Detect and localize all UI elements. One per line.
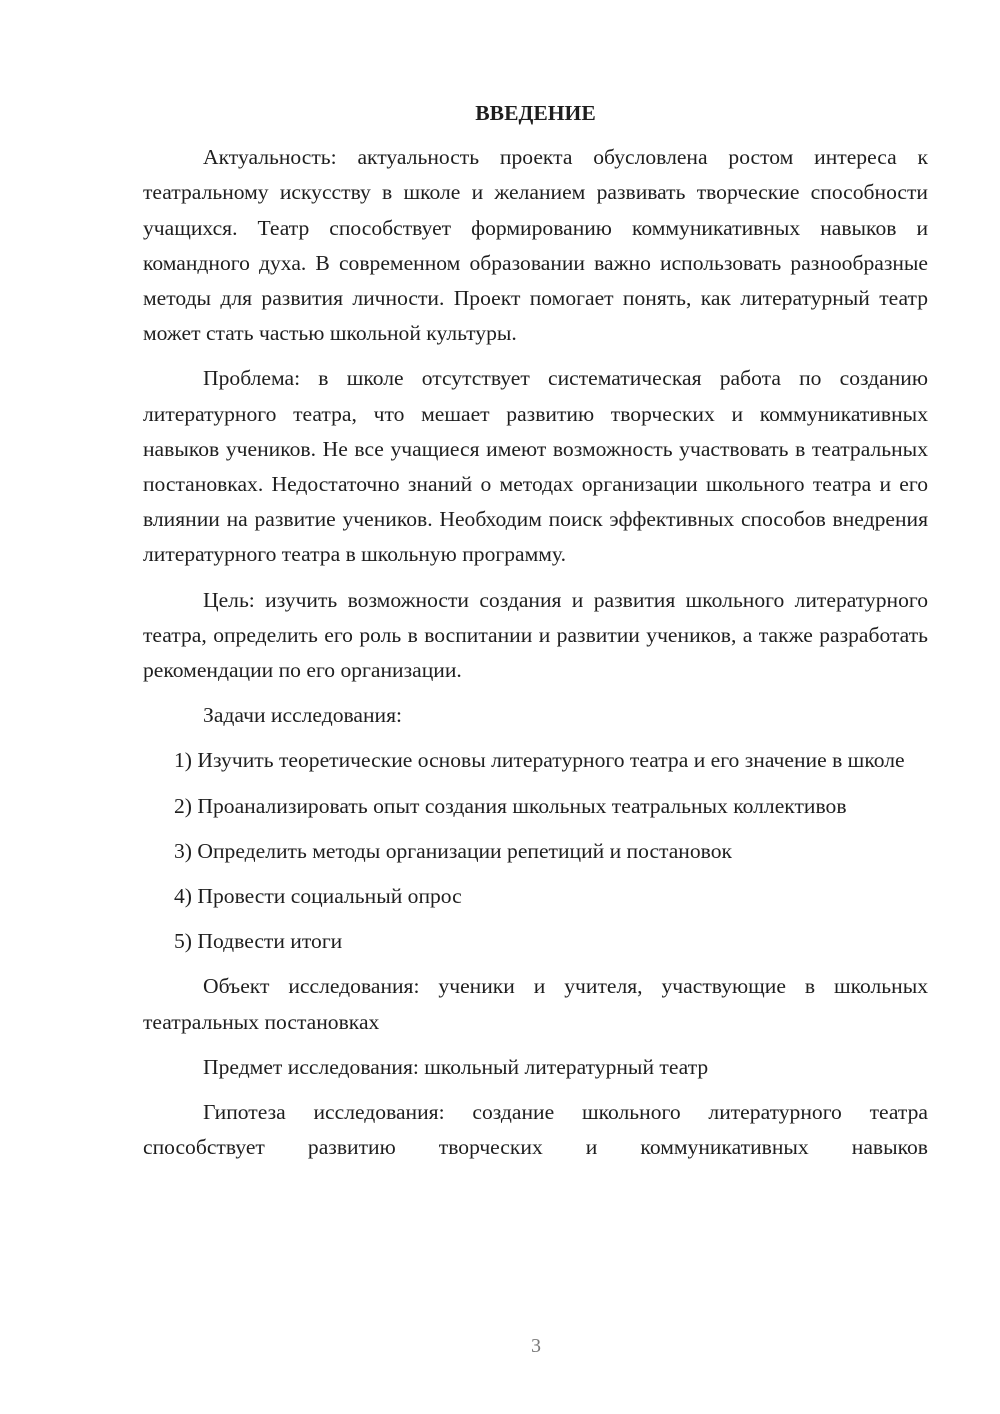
goal-paragraph: Цель: изучить возможности создания и развития школьного литературного театра, определить его роль в воспитании и развитии учеников, а также разработать рекомендации по его организации.	[143, 587, 928, 683]
relevance-paragraph: Актуальность: актуальность проекта обусловлена ростом интереса к театральному искусству в школе и желанием развивать творческие способности учащихся. Театр способствует формированию коммуникативных навыков и командного духа. В современном образовании важно использовать разнообразные методы для развития личности. Проект помогает понять, как литературный театр может стать частью школьной культуры.	[143, 145, 928, 346]
problem-paragraph: Проблема: в школе отсутствует систематическая работа по созданию литературного театра, что мешает развитию творческих и коммуникативных навыков учеников. Не все учащиеся имеют возможность участвовать в театральных постановках. Недостаточно знаний о методах организации школьного театра и его влиянии на развитие учеников. Необходим поиск эффективных способов внедрения литературного театра в школьную программу.	[143, 366, 928, 567]
hypothesis-paragraph: Гипотеза исследования: создание школьного литературного театра способствует развитию творческих и коммуникативных навыков	[143, 1100, 928, 1160]
task-item: 1) Изучить теоретические основы литературного театра и его значение в школе	[174, 748, 905, 773]
task-item: 4) Провести социальный опрос	[174, 884, 462, 909]
page-content	[143, 96, 928, 1175]
subject-paragraph: Предмет исследования: школьный литературный театр	[203, 1054, 709, 1079]
object-paragraph: Объект исследования: ученики и учителя, участвующие в школьных театральных постановках	[143, 974, 928, 1034]
page-number: 3	[531, 1335, 541, 1357]
task-item: 2) Проанализировать опыт создания школьных театральных коллективов	[174, 793, 847, 818]
section-title: ВВЕДЕНИЕ	[475, 101, 596, 125]
tasks-heading: Задачи исследования:	[203, 703, 403, 728]
task-item: 5) Подвести итоги	[174, 929, 343, 954]
task-item: 3) Определить методы организации репетиций и постановок	[174, 838, 733, 863]
